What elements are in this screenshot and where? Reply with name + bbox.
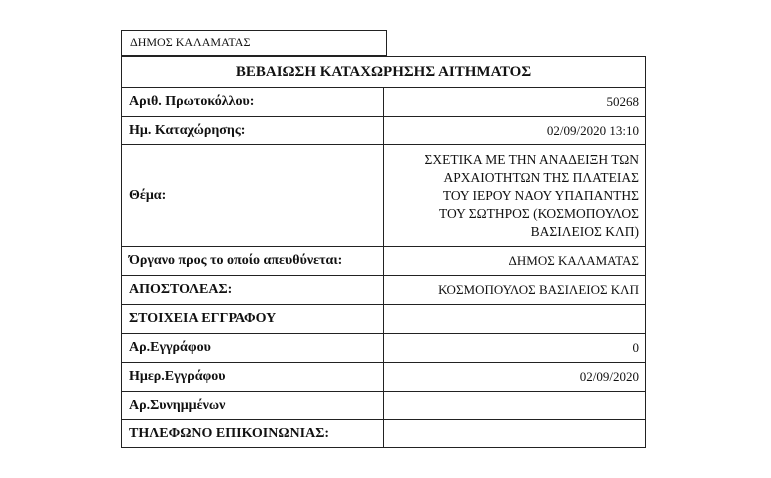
registration-receipt-table [121, 56, 646, 448]
sender-label: ΑΠΟΣΤΟΛΕΑΣ: [122, 276, 384, 305]
document-details-value [384, 305, 646, 334]
sender-value: ΚΟΣΜΟΠΟΥΛΟΣ ΒΑΣΙΛΕΙΟΣ ΚΛΠ [384, 276, 646, 305]
document-date-label: Ημερ.Εγγράφου [122, 363, 384, 392]
registration-date-label: Ημ. Καταχώρησης: [122, 117, 384, 145]
document-date-row [122, 363, 646, 392]
contact-phone-value [384, 420, 646, 448]
subject-line: ΑΡΧΑΙΟΤΗΤΩΝ ΤΗΣ ΠΛΑΤΕΙΑΣ [443, 169, 639, 185]
attachments-value [384, 392, 646, 420]
document-date-value: 02/09/2020 [384, 363, 646, 392]
document-details-label: ΣΤΟΙΧΕΙΑ ΕΓΓΡΑΦΟΥ [122, 305, 384, 334]
registration-date-value: 02/09/2020 13:10 [384, 117, 646, 145]
subject-line: ΣΧΕΤΙΚΑ ΜΕ ΤΗΝ ΑΝΑΔΕΙΞΗ ΤΩΝ [424, 151, 639, 167]
recipient-body-value: ΔΗΜΟΣ ΚΑΛΑΜΑΤΑΣ [384, 247, 646, 276]
attachments-row [122, 392, 646, 420]
registration-date-row [122, 117, 646, 145]
document-number-row [122, 334, 646, 363]
title-row [122, 57, 646, 88]
subject-label: Θέμα: [122, 145, 384, 247]
document-details-row [122, 305, 646, 334]
document-title: ΒΕΒΑΙΩΣΗ ΚΑΤΑΧΩΡΗΣΗΣ ΑΙΤΗΜΑΤΟΣ [122, 57, 646, 88]
sender-row [122, 276, 646, 305]
subject-line: ΤΟΥ ΙΕΡΟΥ ΝΑΟΥ ΥΠΑΠΑΝΤΗΣ [442, 187, 639, 203]
document-number-label: Αρ.Εγγράφου [122, 334, 384, 363]
subject-value [384, 145, 646, 247]
contact-phone-label: ΤΗΛΕΦΩΝΟ ΕΠΙΚΟΙΝΩΝΙΑΣ: [122, 420, 384, 448]
attachments-label: Αρ.Συνημμένων [122, 392, 384, 420]
municipality-header: ΔΗΜΟΣ ΚΑΛΑΜΑΤΑΣ [121, 30, 387, 56]
document-number-value: 0 [384, 334, 646, 363]
subject-line: ΒΑΣΙΛΕΙΟΣ ΚΛΠ) [530, 223, 639, 239]
recipient-body-label: Όργανο προς το οποίο απευθύνεται: [122, 247, 384, 276]
protocol-number-value: 50268 [384, 88, 646, 117]
protocol-number-row [122, 88, 646, 117]
contact-phone-row [122, 420, 646, 448]
recipient-body-row [122, 247, 646, 276]
protocol-number-label: Αριθ. Πρωτοκόλλου: [122, 88, 384, 117]
subject-row [122, 145, 646, 247]
subject-line: ΤΟΥ ΣΩΤΗΡΟΣ (ΚΟΣΜΟΠΟΥΛΟΣ [439, 205, 639, 221]
